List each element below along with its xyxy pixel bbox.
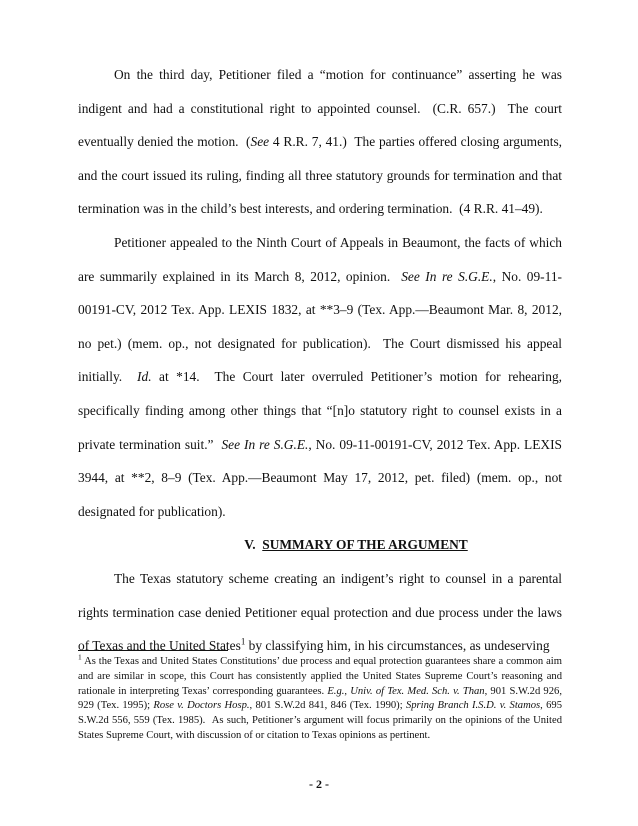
appeal-history-paragraph: [78, 226, 562, 528]
section-title: SUMMARY OF THE ARGUMENT: [262, 537, 468, 553]
text-run: The Texas statutory scheme creating an indigent’s right to counsel in a parental rights termination case denied Petitioner equal protection and due process under the laws of Texas and the United States: [78, 570, 562, 654]
footnote-separator: [78, 650, 228, 651]
italic-citation: See In re S.G.E.: [221, 436, 309, 452]
body-text: [78, 58, 562, 663]
text-run: , No. 09-11-00191-CV, 2012 Tex. App. LEXIS 3944, at **2, 8–9 (Tex. App.—Beaumont May 17, 2012, pet. filed) (mem. op., not designated for publication).: [78, 436, 562, 519]
italic-citation: See In re S.G.E.: [401, 268, 493, 284]
footnote-marker: 1: [78, 652, 82, 662]
section-number: V.: [244, 537, 256, 553]
argument-paragraph: [78, 562, 562, 663]
italic-citation: Rose v. Doctors Hosp.: [153, 700, 250, 712]
text-run: As the Texas and United States Constitutions’ due process and equal protection guarantees share a common aim and are similar in scope, this Court has consistently applied the United States Supreme Court’s reasoning and rationale in interpreting Texas’ corresponding guarantees.: [78, 656, 562, 697]
section-heading: [78, 528, 562, 562]
italic-citation: Spring Branch I.S.D. v. Stamos: [405, 700, 541, 712]
text-run: On the third day, Petitioner filed a “motion for continuance” asserting he was indigent and had a constitutional right to appointed counsel. (C.R. 657.) The court eventually denied the motion. (: [78, 67, 562, 150]
footnote: [78, 652, 563, 744]
text-run: Petitioner appealed to the Ninth Court of Appeals in Beaumont, the facts of which are summarily explained in its March 8, 2012, opinion.: [78, 234, 562, 284]
italic-citation: See: [250, 134, 270, 150]
italic-citation: Univ. of Tex. Med. Sch. v. Than: [350, 685, 485, 697]
footnote-marker: 1: [240, 636, 246, 647]
text-run: by classifying him, in his circumstances, as undeserving: [245, 638, 550, 654]
italic-citation: E.g.: [327, 685, 345, 697]
text-run: , 901 S.W.2d 926, 929 (Tex. 1995);: [78, 685, 562, 712]
text-run: at *14. The Court later overruled Petitioner’s motion for rehearing, specifically finding among other things that “[n]o statutory right to counsel exists in a private termination suit.”: [78, 369, 562, 452]
text-run: , 695 S.W.2d 556, 559 (Tex. 1985). As such, Petitioner’s argument will focus primarily on the opinions of the United States Supreme Court, with discussion of or citation to Texas opinions as pertinent.: [78, 700, 563, 741]
text-run: ,: [344, 685, 351, 697]
page-number: - 2 -: [309, 777, 329, 791]
procedural-history-paragraph: [78, 58, 562, 226]
text-run: , No. 09-11-00191-CV, 2012 Tex. App. LEXIS 1832, at **3–9 (Tex. App.—Beaumont Mar. 8, 2012, no pet.) (mem. op., not designated for publication). The Court dismissed his appeal initially.: [78, 268, 562, 385]
text-run: , 801 S.W.2d 841, 846 (Tex. 1990);: [249, 700, 406, 712]
text-run: 4 R.R. 7, 41.) The parties offered closing arguments, and the court issued its ruling, finding all three statutory grounds for termination and that termination was in the child’s best interests, and ordering termination. (4 R.R. 41–49).: [78, 134, 563, 217]
italic-citation: Id.: [137, 369, 152, 385]
